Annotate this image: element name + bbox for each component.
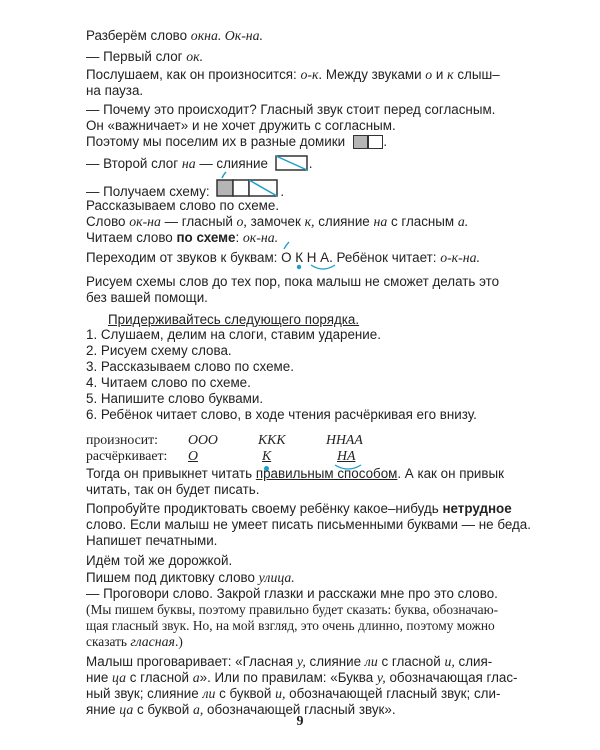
text: Слово (86, 214, 130, 229)
letters-oкна (281, 250, 329, 265)
page-number: 9 (296, 714, 304, 729)
line-13 (86, 250, 480, 265)
text: — Второй слог (86, 156, 182, 171)
text: и (432, 67, 448, 82)
text: . Ребёнок читает: (329, 250, 441, 265)
line-36 (86, 686, 500, 701)
line-11 (86, 214, 468, 229)
line-35 (86, 670, 518, 685)
text: яние (86, 702, 120, 717)
line-24: читать, так он будет писать. (86, 482, 260, 497)
strike-value: О (188, 448, 198, 463)
text: — Получаем схему: (86, 184, 210, 199)
text: Читаем слово (86, 230, 177, 245)
line-9: — Получаем схему: . (86, 176, 284, 200)
pronounce-value: ННАА (326, 432, 363, 447)
line-1 (86, 28, 263, 43)
steps-heading: Придерживайтесь следующего порядка. (108, 312, 360, 327)
word-italic: ок-на (129, 214, 161, 229)
text: Малыш проговаривает: «Гласная (86, 654, 297, 669)
text: .) (174, 634, 183, 649)
text: замочек (246, 214, 305, 229)
line-8: — Второй слог на — слияние . (86, 156, 313, 171)
syllable-italic: ок. (186, 49, 204, 64)
word-italic: ок-на. (242, 230, 279, 245)
sound-italic: о, (236, 214, 247, 229)
text: слияние (305, 654, 365, 669)
word-italic: улица. (258, 570, 295, 585)
syllable-italic: ца (119, 702, 134, 717)
text: — гласный (160, 214, 237, 229)
table-label-pronounce: произносит: (86, 432, 159, 447)
text: обозначающая глас- (385, 670, 518, 685)
table-label-strike: расчёркивает: (86, 448, 168, 463)
line-31: (Мы пишем буквы, поэтому правильно будет сказать: буква, обозначаю- (86, 602, 499, 617)
text: слияние (314, 214, 374, 229)
text: Послушаем, как он произносится: (86, 67, 301, 82)
bold-text: нетрудное (442, 501, 512, 516)
text: . Между звуками (318, 67, 426, 82)
text: Тогда он привыкнет читать (86, 466, 256, 481)
line-29 (86, 570, 295, 585)
line-6: Он «важничает» и не хочет дружить с согласным. (86, 118, 396, 133)
text: с гласной (126, 670, 193, 685)
line-27: Напишет печатными. (86, 533, 218, 548)
text: Разберём слово (86, 28, 191, 43)
step-item: 4. Читаем слово по схеме. (86, 375, 251, 390)
syllable-italic: ли (202, 686, 216, 701)
sound-italic: у, (376, 670, 386, 685)
line-28: Идём той же дорожкой. (86, 553, 233, 568)
line-3 (86, 67, 500, 82)
step-item: 5. Напишите слово буквами. (86, 391, 264, 406)
syllable-italic: ли (364, 654, 378, 669)
syllable-italic: ца (112, 670, 127, 685)
sound-italic: а, (192, 702, 204, 717)
word-scheme-icon (216, 176, 280, 200)
text: ние (86, 670, 113, 685)
text: слия- (454, 654, 493, 669)
strike-value: НА (337, 448, 356, 463)
reading-marks-icon (281, 264, 337, 274)
text: с гласной (377, 654, 445, 669)
text: ». Или по правилам: «Буква (199, 670, 377, 685)
text: обозначающей гласный звук; сли- (285, 686, 501, 701)
sound-italic: к (447, 67, 454, 82)
line-7: Поэтому мы поселим их в разные домики . (86, 134, 388, 149)
line-12 (86, 230, 278, 245)
word-italic: окна. Ок-на. (190, 28, 263, 43)
pronounce-value: ООО (188, 432, 218, 447)
line-4: на пауза. (86, 83, 144, 98)
step-item: 6. Ребёнок читает слово, в ходе чтения расчёркивая его внизу. (86, 407, 477, 422)
line-32: щая гласный звук. Но, на мой взгляд, это очень длинно, поэтому можно (86, 618, 495, 633)
line-23 (86, 466, 504, 481)
step-item: 1. Слушаем, делим на слоги, ставим ударение. (86, 327, 381, 342)
text: Переходим от звуков к буквам: (86, 250, 282, 265)
line-14: Рисуем схемы слов до тех пор, пока малыш не сможет делать это (86, 274, 500, 289)
text: с буквой (215, 686, 276, 701)
syllable-italic: на (373, 214, 388, 229)
step-item: 3. Рассказываем слово по схеме. (86, 359, 294, 374)
text: ный звук; слияние (86, 686, 203, 701)
sound-italic: а (192, 670, 200, 685)
text: . А как он привык (397, 466, 504, 481)
line-30: — Проговори слово. Закрой глазки и расскажи мне про это слово. (86, 586, 498, 601)
text: — Первый слог (86, 49, 187, 64)
line-10: Рассказываем слово по схеме. (86, 198, 280, 213)
text: обозначающей гласный звук». (203, 702, 396, 717)
line-34 (86, 654, 492, 669)
bold-text: по схеме (176, 230, 236, 245)
sound-italic: у, (296, 654, 306, 669)
sound-italic: о-к (300, 67, 319, 82)
line-2 (86, 49, 203, 64)
text: с гласным (387, 214, 458, 229)
text: Поэтому мы поселим их в разные домики (86, 134, 346, 149)
stress-mark-icon (281, 241, 337, 251)
text: сказать (86, 634, 131, 649)
text: Пишем под диктовку слово (86, 570, 259, 585)
line-26: слово. Если малыш не умеет писать письменными буквами — не беда. (86, 517, 531, 532)
text: слыш– (453, 67, 500, 82)
consonant-box-icon (367, 135, 383, 149)
syllable-italic: на (181, 156, 196, 171)
line-33 (86, 634, 183, 649)
text: : (235, 230, 243, 245)
letters: О К Н А (281, 250, 330, 265)
text: — слияние (195, 156, 268, 171)
line-25 (86, 501, 512, 516)
sound-italic: и, (275, 686, 286, 701)
text: Попробуйте продиктовать своему ребёнку какое–нибудь (86, 501, 439, 516)
line-5: — Почему это происходит? Гласный звук стоит перед согласным. (86, 102, 496, 117)
word-italic: о-к-на. (440, 250, 480, 265)
sound-italic: к, (304, 214, 315, 229)
sound-italic: и, (444, 654, 455, 669)
line-15: без вашей помощи. (86, 290, 208, 305)
step-item: 2. Рисуем схему слова. (86, 343, 232, 358)
text: с буквой (133, 702, 193, 717)
underlined-text: правильным способом (255, 466, 398, 481)
word-italic: гласная (130, 634, 175, 649)
sound-italic: а. (457, 214, 469, 229)
strike-value: К (262, 448, 272, 463)
pronounce-value: ККК (258, 432, 286, 447)
merge-box-icon (275, 155, 309, 171)
sound-italic: о (425, 67, 433, 82)
